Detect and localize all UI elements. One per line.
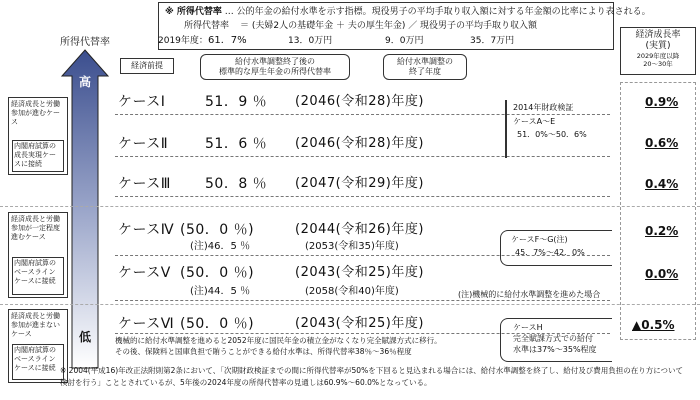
case-6-note: 機械的に給付水準調整を進めると2052年度に国民年金の積立金がなくなり完全賦課方式に移行。 その後、保険料と国庫負担で賄うことができる給付水準は、所得代替率38％～36％程度: [115, 336, 442, 356]
group-label-3: 経済成長と労働参加が進まないケース 内閣府試算のベースラインケースに接続: [8, 309, 68, 383]
formula-text: ＝ (夫婦2人の基礎年金 ＋ 夫の厚生年金) ／ 現役男子の平均手取り収入額: [240, 21, 538, 31]
case-1-name: ケースⅠ: [118, 94, 166, 110]
case-3-year: (2047(令和29)年度): [295, 176, 424, 191]
case-2-name: ケースⅡ: [118, 136, 169, 152]
case-4-rate: (50．0 ％): [180, 222, 255, 238]
case-5-note: (注)44．5 ％: [190, 286, 251, 297]
definition-text: … 公的年金の給付水準を示す指標。現役男子の平均手取り収入額に対する年金額の比率により表される。: [224, 7, 651, 17]
growth-column: [620, 82, 696, 340]
side-box-2014: 2014年財政検証 ケースA～E 51．0%～50．6%: [505, 100, 617, 158]
year-value: 61．7%: [208, 35, 247, 46]
case-4-name: ケースⅣ: [118, 222, 175, 238]
case-3-growth: 0.4%: [645, 177, 679, 191]
value-income: 35．7万円: [470, 36, 515, 46]
group-divider: [0, 304, 700, 305]
case-4-growth: 0.2%: [645, 224, 679, 238]
case-divider: [115, 300, 610, 301]
header-growth: 経済成長率 (実質) 2029年度以降 20～30年: [620, 27, 696, 75]
side-box-h: ケースH 完全賦課方式での給付 水準は37%～35%程度: [500, 318, 612, 362]
case-3-name: ケースⅢ: [118, 176, 171, 192]
group-divider: [0, 206, 700, 207]
case-5-name: ケースⅤ: [118, 265, 171, 281]
case-1-growth: 0.9%: [645, 95, 679, 109]
case-5-year: (2043(令和25)年度): [295, 265, 424, 280]
case-2-year: (2046(令和28)年度): [295, 136, 424, 151]
case-2-growth: 0.6%: [645, 136, 679, 150]
case-divider: [115, 196, 610, 197]
case-6-rate: (50．0 ％): [180, 316, 255, 332]
definition-line: [165, 7, 651, 18]
case-2-rate: 51．6 ％: [205, 136, 268, 152]
formula-label: 所得代替率: [184, 21, 230, 31]
group-label-2: 経済成長と労働参加が一定程度進むケース 内閣府試算のベースラインケースに接続: [8, 212, 68, 298]
case-6-name: ケースⅥ: [118, 316, 175, 332]
header-end-year: 給付水準調整の 終了年度: [383, 54, 467, 80]
axis-low: 低: [79, 330, 92, 344]
case-4-note-year: (2053(令和35)年度): [305, 241, 399, 252]
value-basic-pension: 13．0万円: [288, 36, 333, 46]
case-1-year: (2046(令和28)年度): [295, 94, 424, 109]
case-4-note: (注)46．5 ％: [190, 241, 251, 252]
mechanical-note: (注)機械的に給付水準調整を進めた場合: [458, 290, 601, 299]
axis-high: 高: [79, 75, 92, 89]
case-5-growth: 0.0%: [645, 267, 679, 281]
case-4-year: (2044(令和26)年度): [295, 222, 424, 237]
year-label: 2019年度：: [158, 36, 208, 46]
case-6-growth: ▲0.5%: [632, 318, 675, 332]
group-label-1: 経済成長と労働参加が進むケース 内閣府試算の成長実現ケースに接続: [8, 97, 68, 175]
case-5-note-year: (2058(令和40)年度): [305, 286, 399, 297]
case-6-year: (2043(令和25)年度): [295, 316, 424, 331]
side-box-fg: ケースF～G(注) 45．7%～42．0%: [500, 230, 612, 266]
header-assumption: 経済前提: [120, 58, 174, 74]
definition-title: ※ 所得代替率: [165, 7, 222, 17]
header-replacement: 給付水準調整終了後の 標準的な厚生年金の所得代替率: [200, 54, 350, 80]
footnote: ※ 2004(平成16)年改正法附則第2条において、「次期財政検証までの間に所得代替率が50%を下回ると見込まれる場合には、給付水準調整を終了し、給付及び費用負担の在り方について検討を行う」こととされているが、5年後の2024年度の所得代替率の見通しは60.9%～60.0%となっている。: [60, 366, 684, 387]
value-employee-pension: 9．0万円: [385, 36, 424, 46]
case-5-rate: (50．0 ％): [180, 265, 255, 281]
case-1-rate: 51．9 ％: [205, 94, 268, 110]
case-3-rate: 50．8 ％: [205, 176, 268, 192]
axis-title: 所得代替率: [60, 37, 110, 48]
